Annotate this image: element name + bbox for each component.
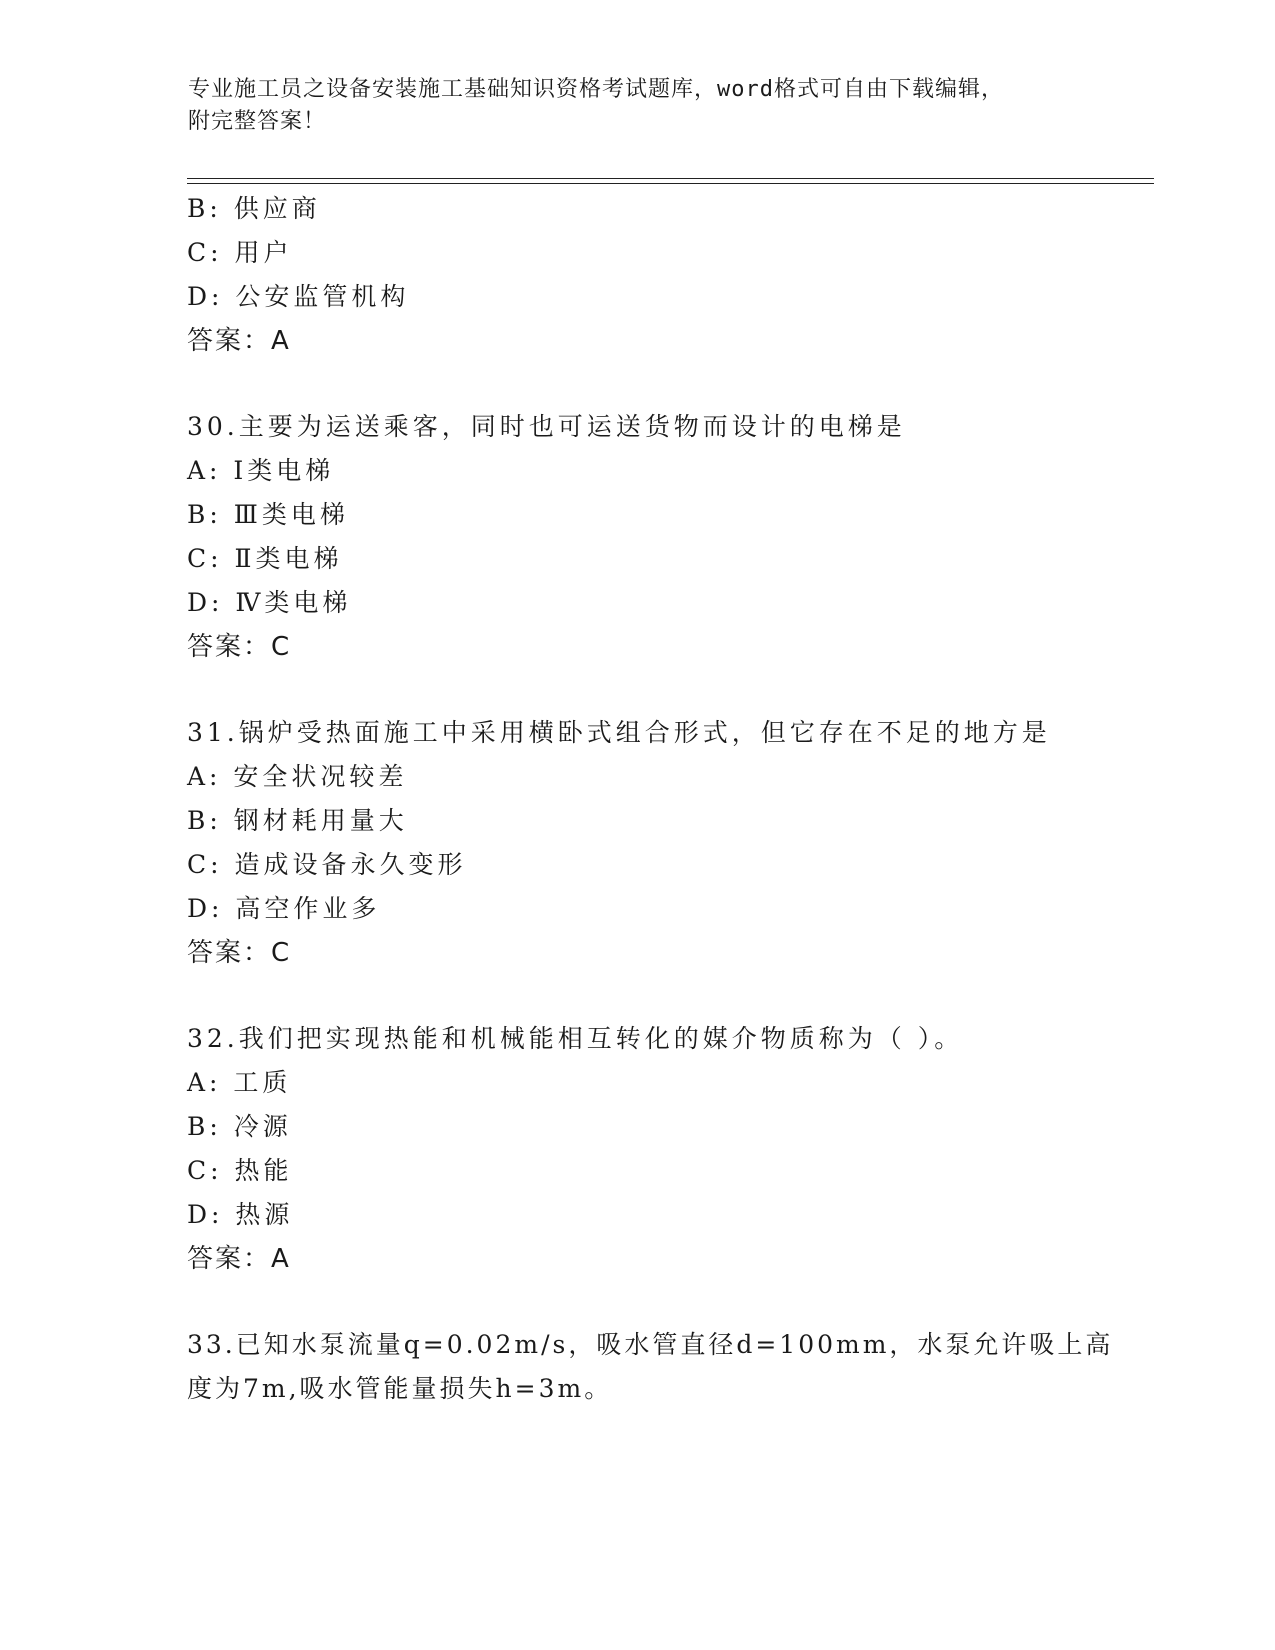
option-31-a: A: 安全状况较差 [187, 762, 408, 791]
option-32-a: A: 工质 [187, 1068, 292, 1097]
answer-31: 答案：C [187, 938, 292, 968]
option-30-a: A: Ⅰ类电梯 [187, 456, 335, 485]
option-32-b: B: 冷源 [187, 1112, 292, 1141]
option-29-b: B: 供应商 [187, 194, 321, 223]
option-32-c: C: 热能 [187, 1156, 293, 1185]
option-30-b: B: Ⅲ类电梯 [187, 500, 349, 529]
question-33-stem-line-2: 度为7m,吸水管能量损失h=3m。 [187, 1374, 613, 1403]
header-line-2: 附完整答案！ [188, 109, 327, 134]
question-31-stem: 31.锅炉受热面施工中采用横卧式组合形式，但它存在不足的地方是 [187, 718, 1051, 747]
option-30-c: C: Ⅱ类电梯 [187, 544, 343, 573]
option-31-c: C: 造成设备永久变形 [187, 850, 467, 879]
option-29-c: C: 用户 [187, 238, 293, 267]
answer-29: 答案：A [187, 326, 291, 356]
question-32-stem: 32.我们把实现热能和机械能相互转化的媒介物质称为（ ）。 [187, 1024, 964, 1053]
option-31-d: D: 高空作业多 [187, 894, 381, 923]
option-31-b: B: 钢材耗用量大 [187, 806, 408, 835]
header-divider-top [187, 178, 1154, 179]
option-32-d: D: 热源 [187, 1200, 294, 1229]
option-30-d: D: Ⅳ类电梯 [187, 588, 352, 617]
header-divider-bottom [187, 183, 1154, 184]
option-29-d: D: 公安监管机构 [187, 282, 410, 311]
header-line-1: 专业施工员之设备安装施工基础知识资格考试题库，word格式可自由下载编辑， [188, 77, 1004, 102]
answer-30: 答案：C [187, 632, 292, 662]
document-header [188, 74, 1068, 138]
question-30-stem: 30.主要为运送乘客，同时也可运送货物而设计的电梯是 [187, 412, 906, 441]
answer-32: 答案：A [187, 1244, 291, 1274]
question-33-stem-line-1: 33.已知水泵流量q=0.02m/s，吸水管直径d=100mm，水泵允许吸上高 [187, 1330, 1114, 1359]
